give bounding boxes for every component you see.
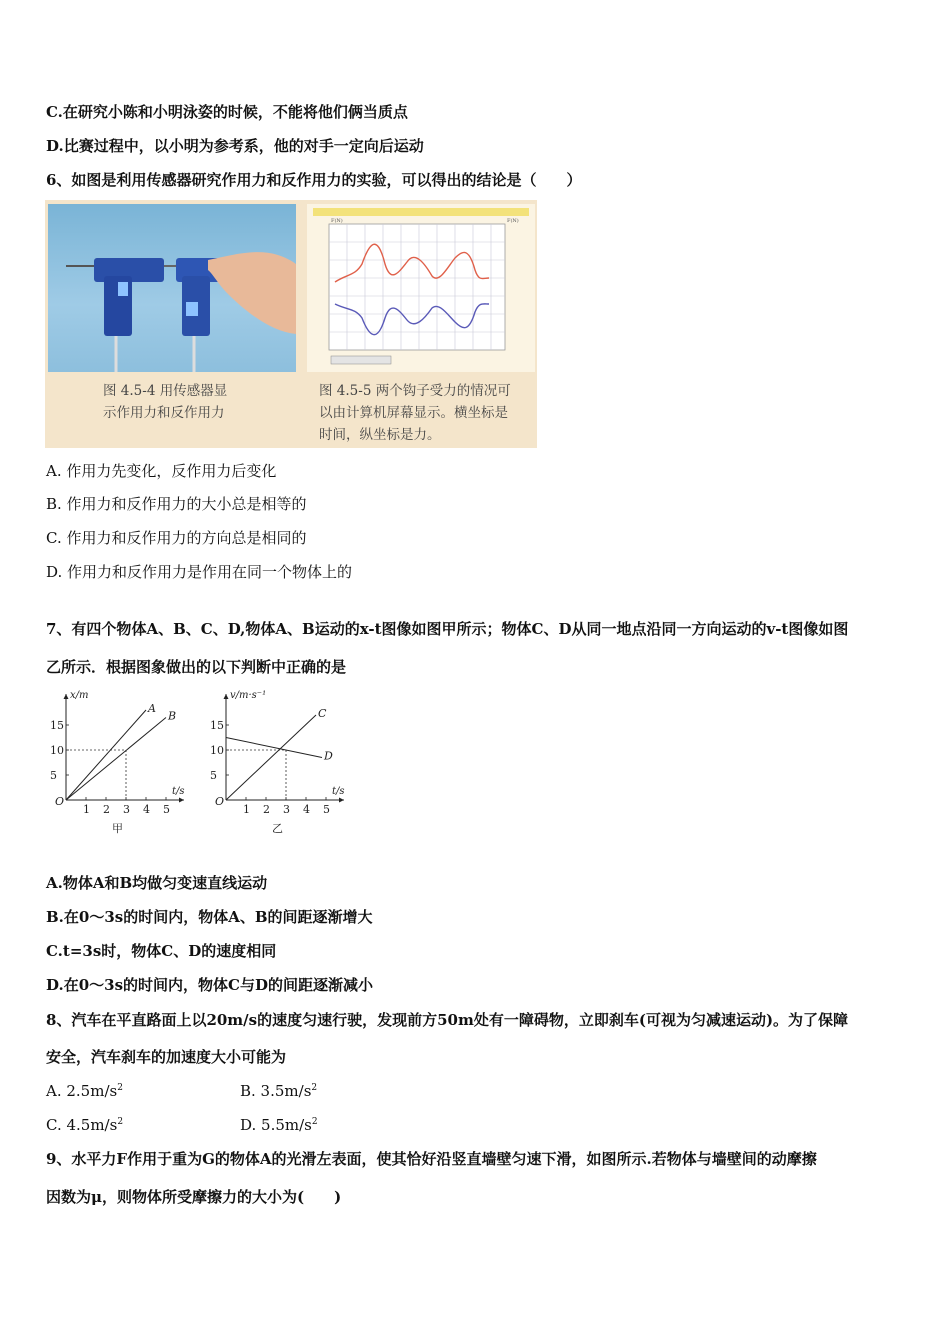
- chart-2-x-arrow: [339, 798, 344, 803]
- option-8a: A. $2.5m/s^2$: [46, 1082, 123, 1100]
- chart-2-origin-label: O: [215, 795, 225, 808]
- question-7-line-1: 7、有四个物体A、B、C、D,物体A、B运动的x-t图像如图甲所示；物体C、D从同一地点沿同一方向运动的v-t图像如图: [46, 620, 849, 638]
- chart-1-ytick-label: 10: [50, 744, 64, 757]
- option-7a: A.物体A和B均做匀变速直线运动: [46, 874, 268, 892]
- chart-2-xtick-label: 2: [263, 803, 270, 816]
- chart-2-xtick-label: 4: [303, 803, 310, 816]
- chart-1-series-A: [66, 710, 146, 800]
- chart-2-y-arrow: [224, 694, 229, 699]
- option-7b: B.在0～3s的时间内，物体A、B的间距逐渐增大: [46, 908, 373, 926]
- chart-2-xtick-label: 5: [323, 803, 330, 816]
- chart-1-ytick-label: 5: [50, 769, 57, 782]
- chart-2-ylabel: v/m·s⁻¹: [230, 690, 267, 701]
- question-8-line-1: 8、汽车在平直路面上以20m/s的速度匀速行驶，发现前方50m处有一障碍物，立即刹车(可视为匀减速运动)。为了保障: [46, 1011, 849, 1029]
- question-8-line-2: 安全，汽车刹车的加速度大小可能为: [46, 1048, 287, 1066]
- chart-2-xtick-label: 1: [243, 803, 250, 816]
- figure-7-graphs: [46, 688, 356, 838]
- chart-2-ytick-label: 10: [210, 744, 224, 757]
- chart-2-series-C: [226, 715, 316, 800]
- screen-axis-label-left: F(N): [331, 218, 343, 224]
- chart-1-series-B: [66, 718, 166, 801]
- chart-1-caption: 甲: [112, 822, 123, 835]
- question-9-line-1: 9、水平力F作用于重为G的物体A的光滑左表面，使其恰好沿竖直墙壁匀速下滑，如图所示.若物体与墙壁间的动摩擦: [46, 1150, 817, 1168]
- option-6d: D. 作用力和反作用力是作用在同一个物体上的: [46, 563, 353, 581]
- figure-6-sensor-experiment: [45, 200, 537, 448]
- option-8b: B. $3.5m/s^2$: [240, 1082, 318, 1100]
- option-7c: C.t=3s时，物体C、D的速度相同: [46, 942, 277, 960]
- sensor-photo-illustration: [48, 204, 296, 372]
- option-8d: D. $5.5m/s^2$: [240, 1116, 318, 1134]
- computer-screen-graph: [307, 204, 535, 372]
- option-5d: D.比赛过程中，以小明为参考系，他的对手一定向后运动: [46, 137, 424, 155]
- chart-1-xtick-label: 2: [103, 803, 110, 816]
- chart-1-y-arrow: [64, 694, 69, 699]
- chart-1-xtick-label: 1: [83, 803, 90, 816]
- chart-2-series-label-C: C: [318, 707, 327, 720]
- chart-1-ytick-label: 15: [50, 719, 64, 732]
- chart-2-xlabel: t/s: [332, 786, 345, 797]
- sensor-photo: [48, 204, 296, 372]
- option-5c: C.在研究小陈和小明泳姿的时候，不能将他们俩当质点: [46, 103, 408, 121]
- force-time-graph: [307, 204, 535, 372]
- chart-2-caption: 乙: [272, 822, 283, 835]
- option-6b: B. 作用力和反作用力的大小总是相等的: [46, 495, 307, 513]
- chart-2-xtick-label: 3: [283, 803, 290, 816]
- option-6a: A. 作用力先变化，反作用力后变化: [46, 462, 277, 480]
- question-6: 6、如图是利用传感器研究作用力和反作用力的实验，可以得出的结论是（ ）: [46, 171, 582, 189]
- option-6c: C. 作用力和反作用力的方向总是相同的: [46, 529, 307, 547]
- caption-left: 图 4.5-4 用传感器显 示作用力和反作用力: [103, 383, 228, 421]
- chart-2-ytick-label: 5: [210, 769, 217, 782]
- option-7d: D.在0～3s的时间内，物体C与D的间距逐渐减小: [46, 976, 373, 994]
- chart-1-xtick-label: 3: [123, 803, 130, 816]
- chart-2-ytick-label: 15: [210, 719, 224, 732]
- chart-1-x-arrow: [179, 798, 184, 803]
- chart-1-series-label-A: A: [148, 702, 156, 715]
- screen-axis-label-right: F(N): [507, 218, 519, 224]
- caption-right: 图 4.5-5 两个钩子受力的情况可 以由计算机屏幕显示。横坐标是 时间，纵坐标是力。: [319, 383, 511, 443]
- chart-1-xtick-label: 4: [143, 803, 150, 816]
- option-8c: C. $4.5m/s^2$: [46, 1116, 124, 1134]
- chart-1-ylabel: x/m: [70, 690, 89, 701]
- question-7-line-2: 乙所示．根据图象做出的以下判断中正确的是: [46, 658, 347, 676]
- chart-1-xtick-label: 5: [163, 803, 170, 816]
- chart-1-series-label-B: B: [168, 709, 177, 723]
- chart-2-series-label-D: D: [324, 749, 333, 763]
- question-9-line-2: 因数为μ，则物体所受摩擦力的大小为( ): [46, 1188, 342, 1206]
- chart-1-xlabel: t/s: [172, 786, 185, 797]
- chart-1-origin-label: O: [55, 795, 65, 808]
